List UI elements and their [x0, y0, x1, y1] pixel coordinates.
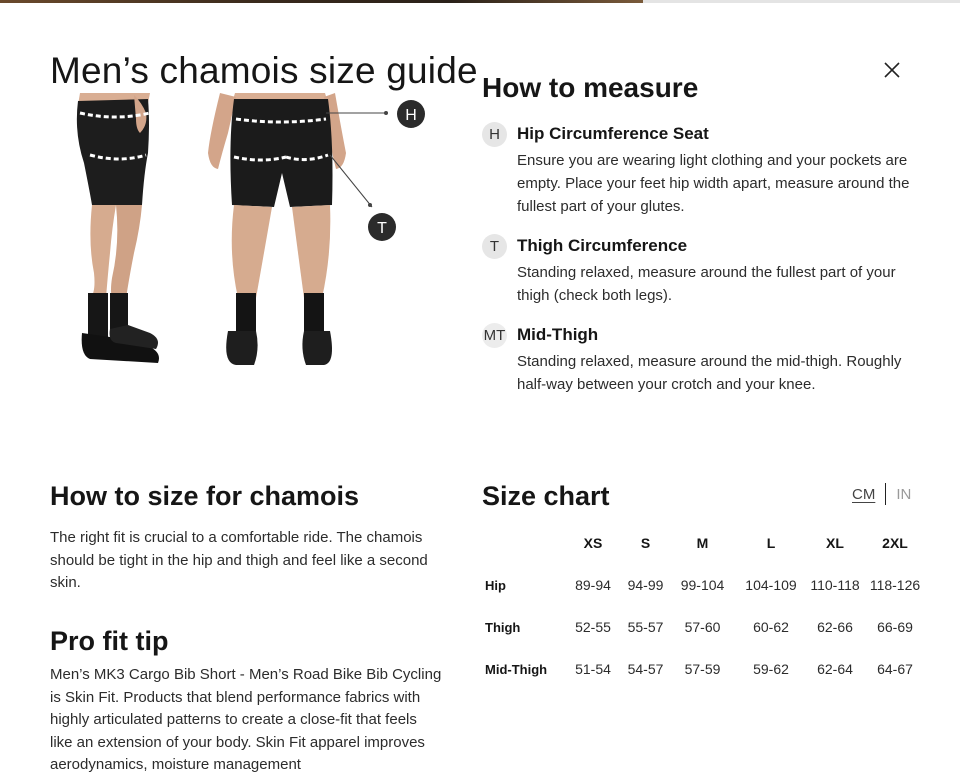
row-label-mid-thigh: Mid-Thigh [485, 661, 548, 677]
size-header-l: L [766, 535, 776, 551]
measure-title-thigh: Thigh Circumference [517, 236, 688, 255]
size-chart-table [482, 522, 930, 690]
table-cell: 66-69 [877, 619, 913, 635]
size-header-empty [482, 522, 568, 564]
unit-in-button[interactable]: IN [896, 485, 912, 503]
measure-badge-mid-thigh: MT [482, 323, 507, 348]
row-label-hip: Hip [485, 577, 506, 593]
unit-toggle [852, 482, 911, 506]
top-image-strip-fill [0, 0, 643, 3]
table-cell: 118-126 [869, 577, 921, 593]
hip-marker [397, 100, 425, 128]
measure-desc-mid-thigh: Standing relaxed, measure around the mid-thigh. Roughly half-way between your crotch and your knee. [517, 353, 902, 393]
table-cell: 57-59 [684, 661, 721, 677]
how-to-size-heading: How to size for chamois [50, 481, 360, 511]
measure-title-mid-thigh: Mid-Thigh [517, 325, 599, 344]
measure-badge-hip: H [482, 122, 507, 147]
pro-fit-tip-body: Men’s MK3 Cargo Bib Short - Men’s Road Bike Bib Cycling is Skin Fit. Products that blend performance fabrics with highly articulated patterns to create a close-fit that feels like an extension of your body. Skin Fit apparel improves aerodynamics, moisture management [50, 666, 442, 773]
how-to-measure-heading-text: How to measure [482, 74, 699, 103]
table-cell: 89-94 [575, 577, 611, 593]
table-cell: 55-57 [627, 619, 664, 635]
hip-marker-label: H [405, 107, 417, 124]
thigh-marker [368, 213, 396, 241]
table-cell: 110-118 [810, 577, 860, 593]
close-button[interactable] [878, 56, 906, 84]
measure-item-thigh [482, 234, 922, 314]
table-cell: 57-60 [684, 619, 721, 635]
measure-title-hip: Hip Circumference Seat [517, 124, 709, 143]
table-cell: 94-99 [627, 577, 664, 593]
table-row [482, 606, 930, 648]
table-cell: 51-54 [575, 661, 611, 677]
size-header-xs: XS [583, 535, 603, 551]
size-header-m: M [696, 535, 709, 551]
row-label-thigh: Thigh [485, 619, 521, 635]
measure-badge-thigh: T [482, 234, 507, 259]
table-row [482, 564, 930, 606]
table-cell: 62-64 [817, 661, 853, 677]
size-header-2xl: 2XL [882, 535, 908, 551]
measurement-illustration [50, 93, 440, 383]
front-view-figure [208, 93, 388, 365]
measure-item-hip [482, 122, 922, 222]
table-cell: 104-109 [745, 577, 797, 593]
table-cell: 60-62 [753, 619, 789, 635]
size-header-row [482, 522, 930, 564]
size-header-xl: XL [826, 535, 844, 551]
top-image-strip [0, 0, 960, 3]
unit-cm-button[interactable]: CM [852, 485, 876, 503]
thigh-marker-label: T [377, 220, 387, 237]
modal-title: Men’s chamois size guide [50, 50, 478, 91]
how-to-size-body: The right fit is crucial to a comfortable ride. The chamois should be tight in the hip and thigh and feel like a second skin. [50, 529, 428, 592]
how-to-measure-heading [482, 74, 698, 107]
measure-desc-hip: Ensure you are wearing light clothing and your pockets are empty. Place your feet hip width apart, measure around the fullest part of your glutes. [517, 152, 910, 215]
pro-fit-tip-heading: Pro fit tip [50, 626, 169, 656]
table-cell: 62-66 [817, 619, 853, 635]
table-cell: 64-67 [877, 661, 913, 677]
table-cell: 59-62 [753, 661, 789, 677]
close-icon [884, 62, 900, 78]
measure-desc-thigh: Standing relaxed, measure around the fullest part of your thigh (check both legs). [517, 264, 896, 304]
table-cell: 99-104 [680, 577, 725, 593]
measure-item-mid-thigh [482, 323, 922, 403]
table-cell: 54-57 [627, 661, 664, 677]
side-view-figure [77, 93, 159, 363]
size-chart-heading: Size chart [482, 481, 610, 511]
table-cell: 52-55 [575, 619, 611, 635]
size-header-s: S [640, 535, 651, 551]
table-row [482, 648, 930, 690]
